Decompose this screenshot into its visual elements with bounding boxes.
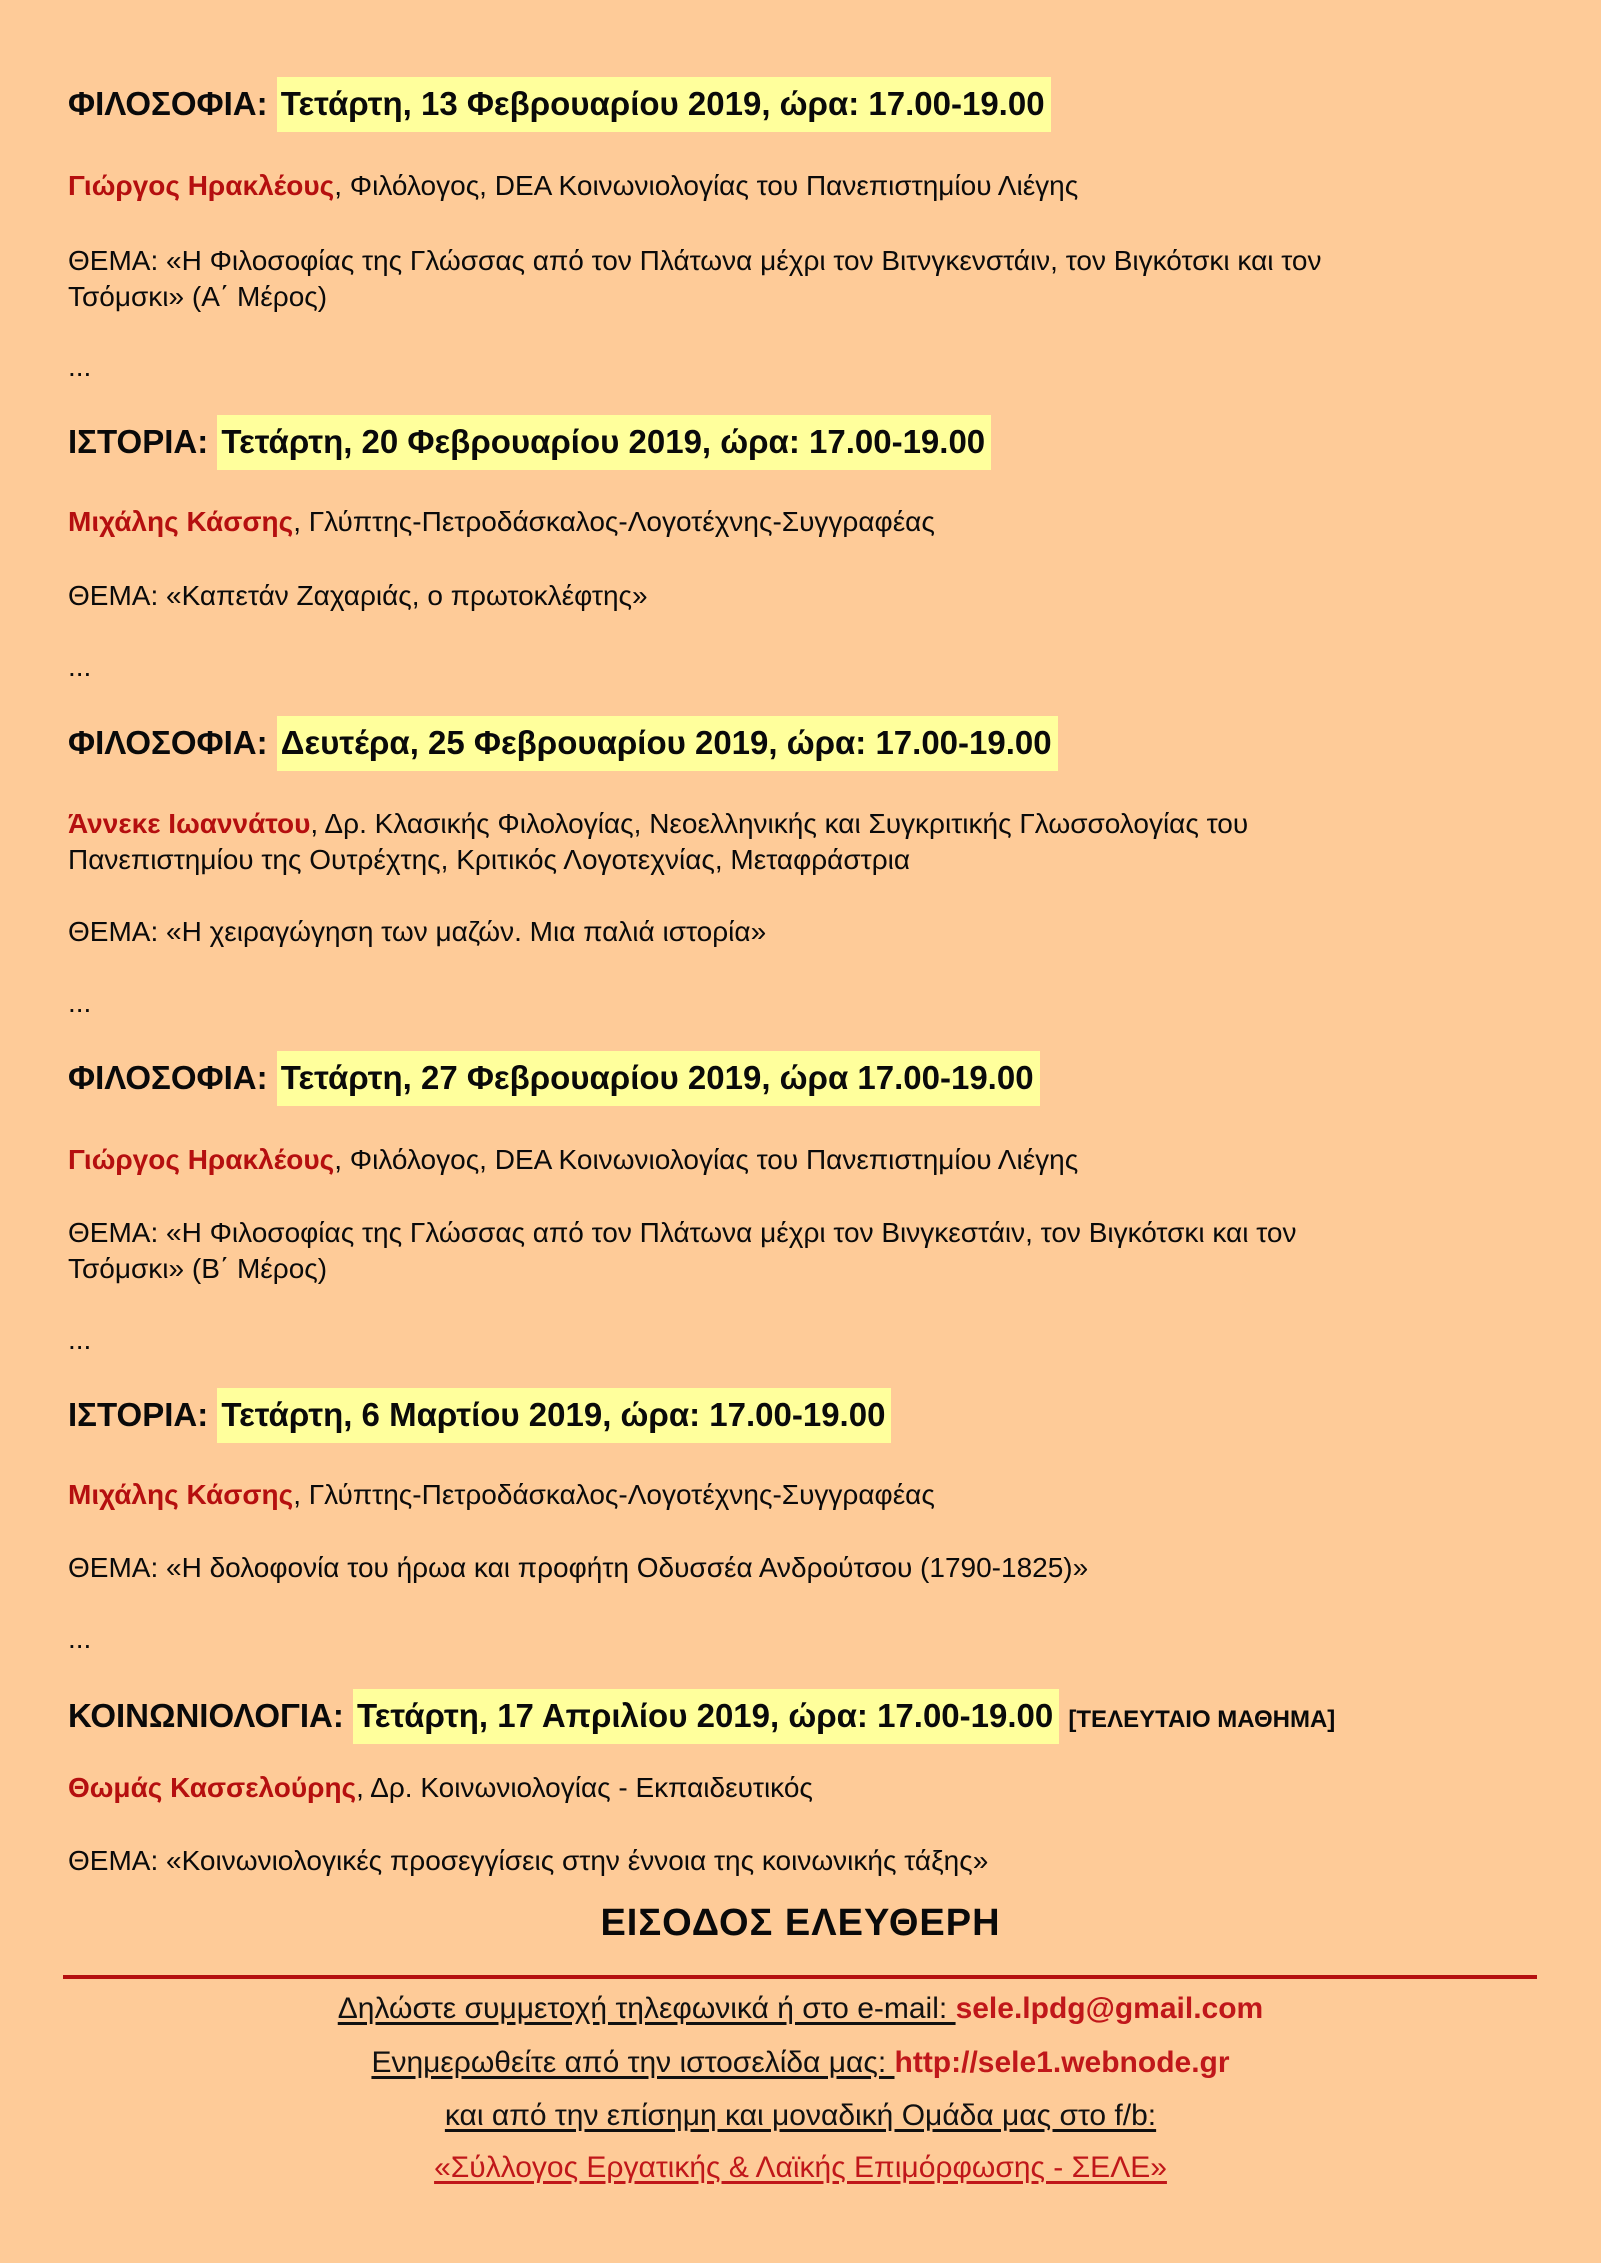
register-text: Δηλώστε συμμετοχή τηλεφωνικά ή στο e-mail: (337, 1992, 956, 2025)
website-link[interactable]: http://sele1.webnode.gr (894, 2046, 1230, 2079)
subject-label: ΦΙΛΟΣΟΦΙΑ: (68, 1059, 268, 1096)
datetime-highlight: Τετάρτη, 13 Φεβρουαρίου 2019, ώρα: 17.00-19.00 (277, 77, 1051, 132)
separator: ... (68, 987, 92, 1018)
email-link[interactable]: sele.lpdg@gmail.com (955, 1992, 1264, 2025)
datetime-highlight: Τετάρτη, 20 Φεβρουαρίου 2019, ώρα: 17.00-19.00 (217, 415, 991, 470)
speaker-line (68, 1142, 1078, 1178)
subject-label: ΦΙΛΟΣΟΦΙΑ: (68, 85, 268, 122)
separator: ... (68, 351, 92, 382)
group-line (0, 2099, 1601, 2133)
speaker-info: , Γλύπτης-Πετροδάσκαλος-Λογοτέχνης-Συγγραφέας (293, 506, 935, 537)
subject-label: ΚΟΙΝΩΝΙΟΛΟΓΙΑ: (68, 1697, 344, 1734)
theme-line: Τσόμσκι» (Α΄ Μέρος) (68, 281, 328, 312)
theme-line: ΘΕΜΑ: «Καπετάν Ζαχαριάς, ο πρωτοκλέφτης» (68, 580, 648, 611)
speaker-name: Θωμάς Κασσελούρης (68, 1772, 357, 1803)
datetime-highlight: Τετάρτη, 17 Απριλίου 2019, ώρα: 17.00-19.00 (353, 1689, 1059, 1744)
separator: ... (68, 1623, 92, 1654)
facebook-group-link[interactable]: «Σύλλογος Εργατικής & Λαϊκής Επιμόρφωσης - ΣΕΛΕ» (434, 2151, 1167, 2184)
speaker-info: , Γλύπτης-Πετροδάσκαλος-Λογοτέχνης-Συγγραφέας (293, 1479, 935, 1510)
speaker-info-cont: Πανεπιστημίου της Ουτρέχτης, Κριτικός Λογοτεχνίας, Μεταφράστρια (68, 844, 911, 875)
speaker-name: Άννεκε Ιωαννάτου (68, 808, 311, 839)
theme-line: ΘΕΜΑ: «Κοινωνιολογικές προσεγγίσεις στην έννοια της κοινωνικής τάξης» (68, 1845, 989, 1876)
subject-label: ΙΣΤΟΡΙΑ: (68, 1396, 209, 1433)
theme-line: ΘΕΜΑ: «Η Φιλοσοφίας της Γλώσσας από τον Πλάτωνα μέχρι τον Βιτνγκενστάιν, τον Βιγκότσκι και τον (68, 245, 1322, 276)
lesson-heading (68, 422, 991, 462)
website-line (0, 2046, 1601, 2080)
subject-label: ΦΙΛΟΣΟΦΙΑ: (68, 724, 268, 761)
speaker-name: Γιώργος Ηρακλέους (68, 170, 335, 201)
theme-line: ΘΕΜΑ: «Η δολοφονία του ήρωα και προφήτη Οδυσσέα Ανδρούτσου (1790-1825)» (68, 1552, 1089, 1583)
speaker-info: , Φιλόλογος, DEA Κοινωνιολογίας του Πανεπιστημίου Λιέγης (334, 170, 1079, 201)
website-text: Ενημερωθείτε από την ιστοσελίδα μας: (371, 2046, 895, 2079)
datetime-highlight: Δευτέρα, 25 Φεβρουαρίου 2019, ώρα: 17.00-19.00 (277, 716, 1058, 771)
divider-rule (63, 1975, 1537, 1979)
speaker-name: Μιχάλης Κάσσης (68, 1479, 294, 1510)
lesson-heading (68, 84, 1051, 124)
speaker-name: Μιχάλης Κάσσης (68, 506, 294, 537)
register-line (0, 1992, 1601, 2026)
speaker-line (68, 504, 935, 540)
theme-line: Τσόμσκι» (Β΄ Μέρος) (68, 1253, 328, 1284)
group-text: και από την επίσημη και μοναδική Ομάδα μας στο f/b: (444, 2099, 1157, 2132)
separator: ... (68, 651, 92, 682)
speaker-info: , Δρ. Κοινωνιολογίας - Εκπαιδευτικός (356, 1772, 813, 1803)
speaker-line (68, 168, 1078, 204)
lesson-heading (68, 1058, 1040, 1098)
speaker-line (68, 1770, 813, 1806)
speaker-line (68, 1477, 935, 1513)
lesson-heading (68, 1696, 1335, 1740)
speaker-name: Γιώργος Ηρακλέους (68, 1144, 335, 1175)
free-entry-notice: ΕΙΣΟΔΟΣ ΕΛΕΥΘΕΡΗ (600, 1902, 1001, 1944)
theme-line: ΘΕΜΑ: «Η χειραγώγηση των μαζών. Μια παλιά ιστορία» (68, 916, 767, 947)
theme-line: ΘΕΜΑ: «Η Φιλοσοφίας της Γλώσσας από τον Πλάτωνα μέχρι τον Βινγκεστάιν, τον Βιγκότσκι και τον (68, 1217, 1297, 1248)
separator: ... (68, 1324, 92, 1355)
group-name-line (0, 2151, 1601, 2185)
lesson-heading (68, 1395, 891, 1435)
datetime-highlight: Τετάρτη, 27 Φεβρουαρίου 2019, ώρα 17.00-19.00 (277, 1051, 1040, 1106)
speaker-info: , Φιλόλογος, DEA Κοινωνιολογίας του Πανεπιστημίου Λιέγης (334, 1144, 1079, 1175)
speaker-line (68, 806, 1248, 842)
last-lesson-tag: [ΤΕΛΕΥΤΑΙΟ ΜΑΘΗΜΑ] (1068, 1706, 1336, 1733)
speaker-info: , Δρ. Κλασικής Φιλολογίας, Νεοελληνικής και Συγκριτικής Γλωσσολογίας του (310, 808, 1249, 839)
lesson-heading (68, 723, 1058, 763)
subject-label: ΙΣΤΟΡΙΑ: (68, 423, 209, 460)
datetime-highlight: Τετάρτη, 6 Μαρτίου 2019, ώρα: 17.00-19.00 (217, 1388, 891, 1443)
